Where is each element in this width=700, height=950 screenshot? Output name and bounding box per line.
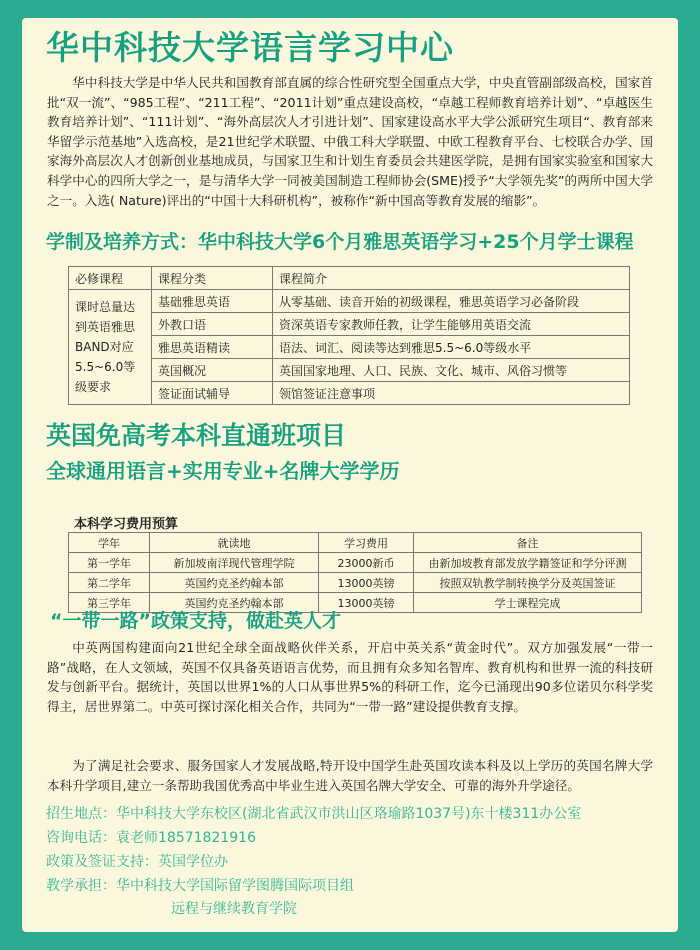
policy-value: 英国学位办 <box>158 854 228 870</box>
phone-label: 咨询电话： <box>46 830 116 846</box>
category-cell: 签证面试辅导 <box>152 382 273 405</box>
description-cell: 领馆签证注意事项 <box>273 382 630 405</box>
table-row <box>69 553 642 573</box>
note-cell: 按照双轨教学制转换学分及英国签证 <box>414 573 642 593</box>
program-heading: 学制及培养方式：华中科技大学6个月雅思英语学习+25个月学士课程 <box>46 231 634 253</box>
fee-table <box>68 532 642 613</box>
table-row <box>69 336 630 359</box>
year-cell: 第一学年 <box>69 553 150 573</box>
fee-cell: 13000英镑 <box>319 593 414 613</box>
location-value: 华中科技大学东校区(湖北省武汉市洪山区珞瑜路1037号)东十楼311办公室 <box>116 806 582 822</box>
header-category: 课程分类 <box>152 267 273 290</box>
place-cell: 新加坡南洋现代管理学院 <box>150 553 319 573</box>
description-cell: 语法、词汇、阅读等达到雅思5.5~6.0等级水平 <box>273 336 630 359</box>
fee-cell: 23000新币 <box>319 553 414 573</box>
teaching-label: 教学承担： <box>46 878 116 894</box>
course-table-header <box>69 267 630 290</box>
description-cell: 从零基础、读音开始的初级课程，雅思英语学习必备阶段 <box>273 290 630 313</box>
belt-road-heading: “一带一路”政策支持，做赴英人才 <box>50 610 341 632</box>
header-place: 就读地 <box>150 533 319 553</box>
category-cell: 雅思英语精读 <box>152 336 273 359</box>
header-required: 必修课程 <box>69 267 152 290</box>
header-note: 备注 <box>414 533 642 553</box>
category-cell: 外教口语 <box>152 313 273 336</box>
header-fee: 学习费用 <box>319 533 414 553</box>
poster-page <box>22 18 678 932</box>
table-row <box>69 313 630 336</box>
fee-table-header <box>69 533 642 553</box>
budget-title: 本科学习费用预算 <box>74 517 179 532</box>
table-row <box>69 573 642 593</box>
policy-label: 政策及签证支持： <box>46 854 158 870</box>
note-cell: 学士课程完成 <box>414 593 642 613</box>
table-row <box>69 382 630 405</box>
policy-support <box>46 852 228 872</box>
category-cell: 基础雅思英语 <box>152 290 273 313</box>
page-title: 华中科技大学语言学习中心 <box>46 28 454 67</box>
description-cell: 英国国家地理、人口、民族、文化、城市、风俗习惯等 <box>273 359 630 382</box>
note-cell: 由新加坡教育部发放学籍签证和学分评测 <box>414 553 642 573</box>
teaching-provider <box>46 876 354 896</box>
table-row <box>69 359 630 382</box>
teaching-value-1: 华中科技大学国际留学图腾国际项目组 <box>116 878 354 894</box>
consult-phone <box>46 828 256 848</box>
program-purpose-paragraph: 为了满足社会要求、服务国家人才发展战略,特开设中国学生赴英国攻读本科及以上学历的英国名牌大学本科升学项目,建立一条帮助我国优秀高中毕业生进入英国名牌大学安全、可靠的海外升学途径。 <box>47 758 653 793</box>
enrollment-location <box>46 804 581 824</box>
requirement-cell: 课时总量达到英语雅思BAND对应5.5~6.0等级要求 <box>69 290 152 405</box>
belt-road-paragraph: 中英两国构建面向21世纪全球全面战略伙伴关系，开启中英关系“黄金时代”。双方加强发展“一带一路”战略，在人文领域，英国不仅具备英语语言优势，而且拥有众多知名智库、教育机构和世界一流的科技研发与创新平台。据统计，英国以世界1%的人口从事世界5%的科研工作，迄今已涌现出90多位诺贝尔科学奖得主，居世界第二。中英可探讨深化相关合作，共同为“一带一路”建设提供教育支撑。 <box>47 640 653 714</box>
uk-program-heading: 英国免高考本科直通班项目 <box>46 421 347 450</box>
course-table <box>68 266 630 405</box>
teaching-value-2: 远程与继续教育学院 <box>171 901 297 917</box>
header-year: 学年 <box>69 533 150 553</box>
category-cell: 英国概况 <box>152 359 273 382</box>
intro-paragraph: 华中科技大学是中华人民共和国教育部直属的综合性研究型全国重点大学，中央直管副部级高校，国家首批“双一流”、“985工程”、“211工程”、“2011计划”重点建设高校，“卓越工程师教育培养计划”、“卓越医生教育培养计划”、“111计划”、“海外高层次人才引进计划”、国家建设高水平大学公派研究生项目“、教育部来华留学示范基地”入选高校，是21世纪学术联盟、中俄工科大学联盟、中欧工程教育平台、七校联合办学、国家海外高层次人才创新创业基地成员，与国家卫生和计划生育委员会共建医学院，是拥有国家实验室和国家大科学中心的四所大学之一，是与清华大学一同被美国制造工程师协会(SME)授予“大学领先奖”的两所中国大学之一。入选( Nature)评出的“中国十大科研机构”，被称作“新中国高等教育发展的缩影”。 <box>47 75 653 208</box>
phone-value: 袁老师18571821916 <box>116 830 256 846</box>
table-row <box>69 290 630 313</box>
header-description: 课程简介 <box>273 267 630 290</box>
fee-cell: 13000英镑 <box>319 573 414 593</box>
description-cell: 资深英语专家教师任教，让学生能够用英语交流 <box>273 313 630 336</box>
uk-program-subheading: 全球通用语言+实用专业+名牌大学学历 <box>46 459 400 483</box>
place-cell: 英国约克圣约翰本部 <box>150 573 319 593</box>
teaching-provider-2 <box>171 899 297 919</box>
year-cell: 第二学年 <box>69 573 150 593</box>
location-label: 招生地点： <box>46 806 116 822</box>
place-cell: 英国约克圣约翰本部 <box>150 593 319 613</box>
year-cell: 第三学年 <box>69 593 150 613</box>
